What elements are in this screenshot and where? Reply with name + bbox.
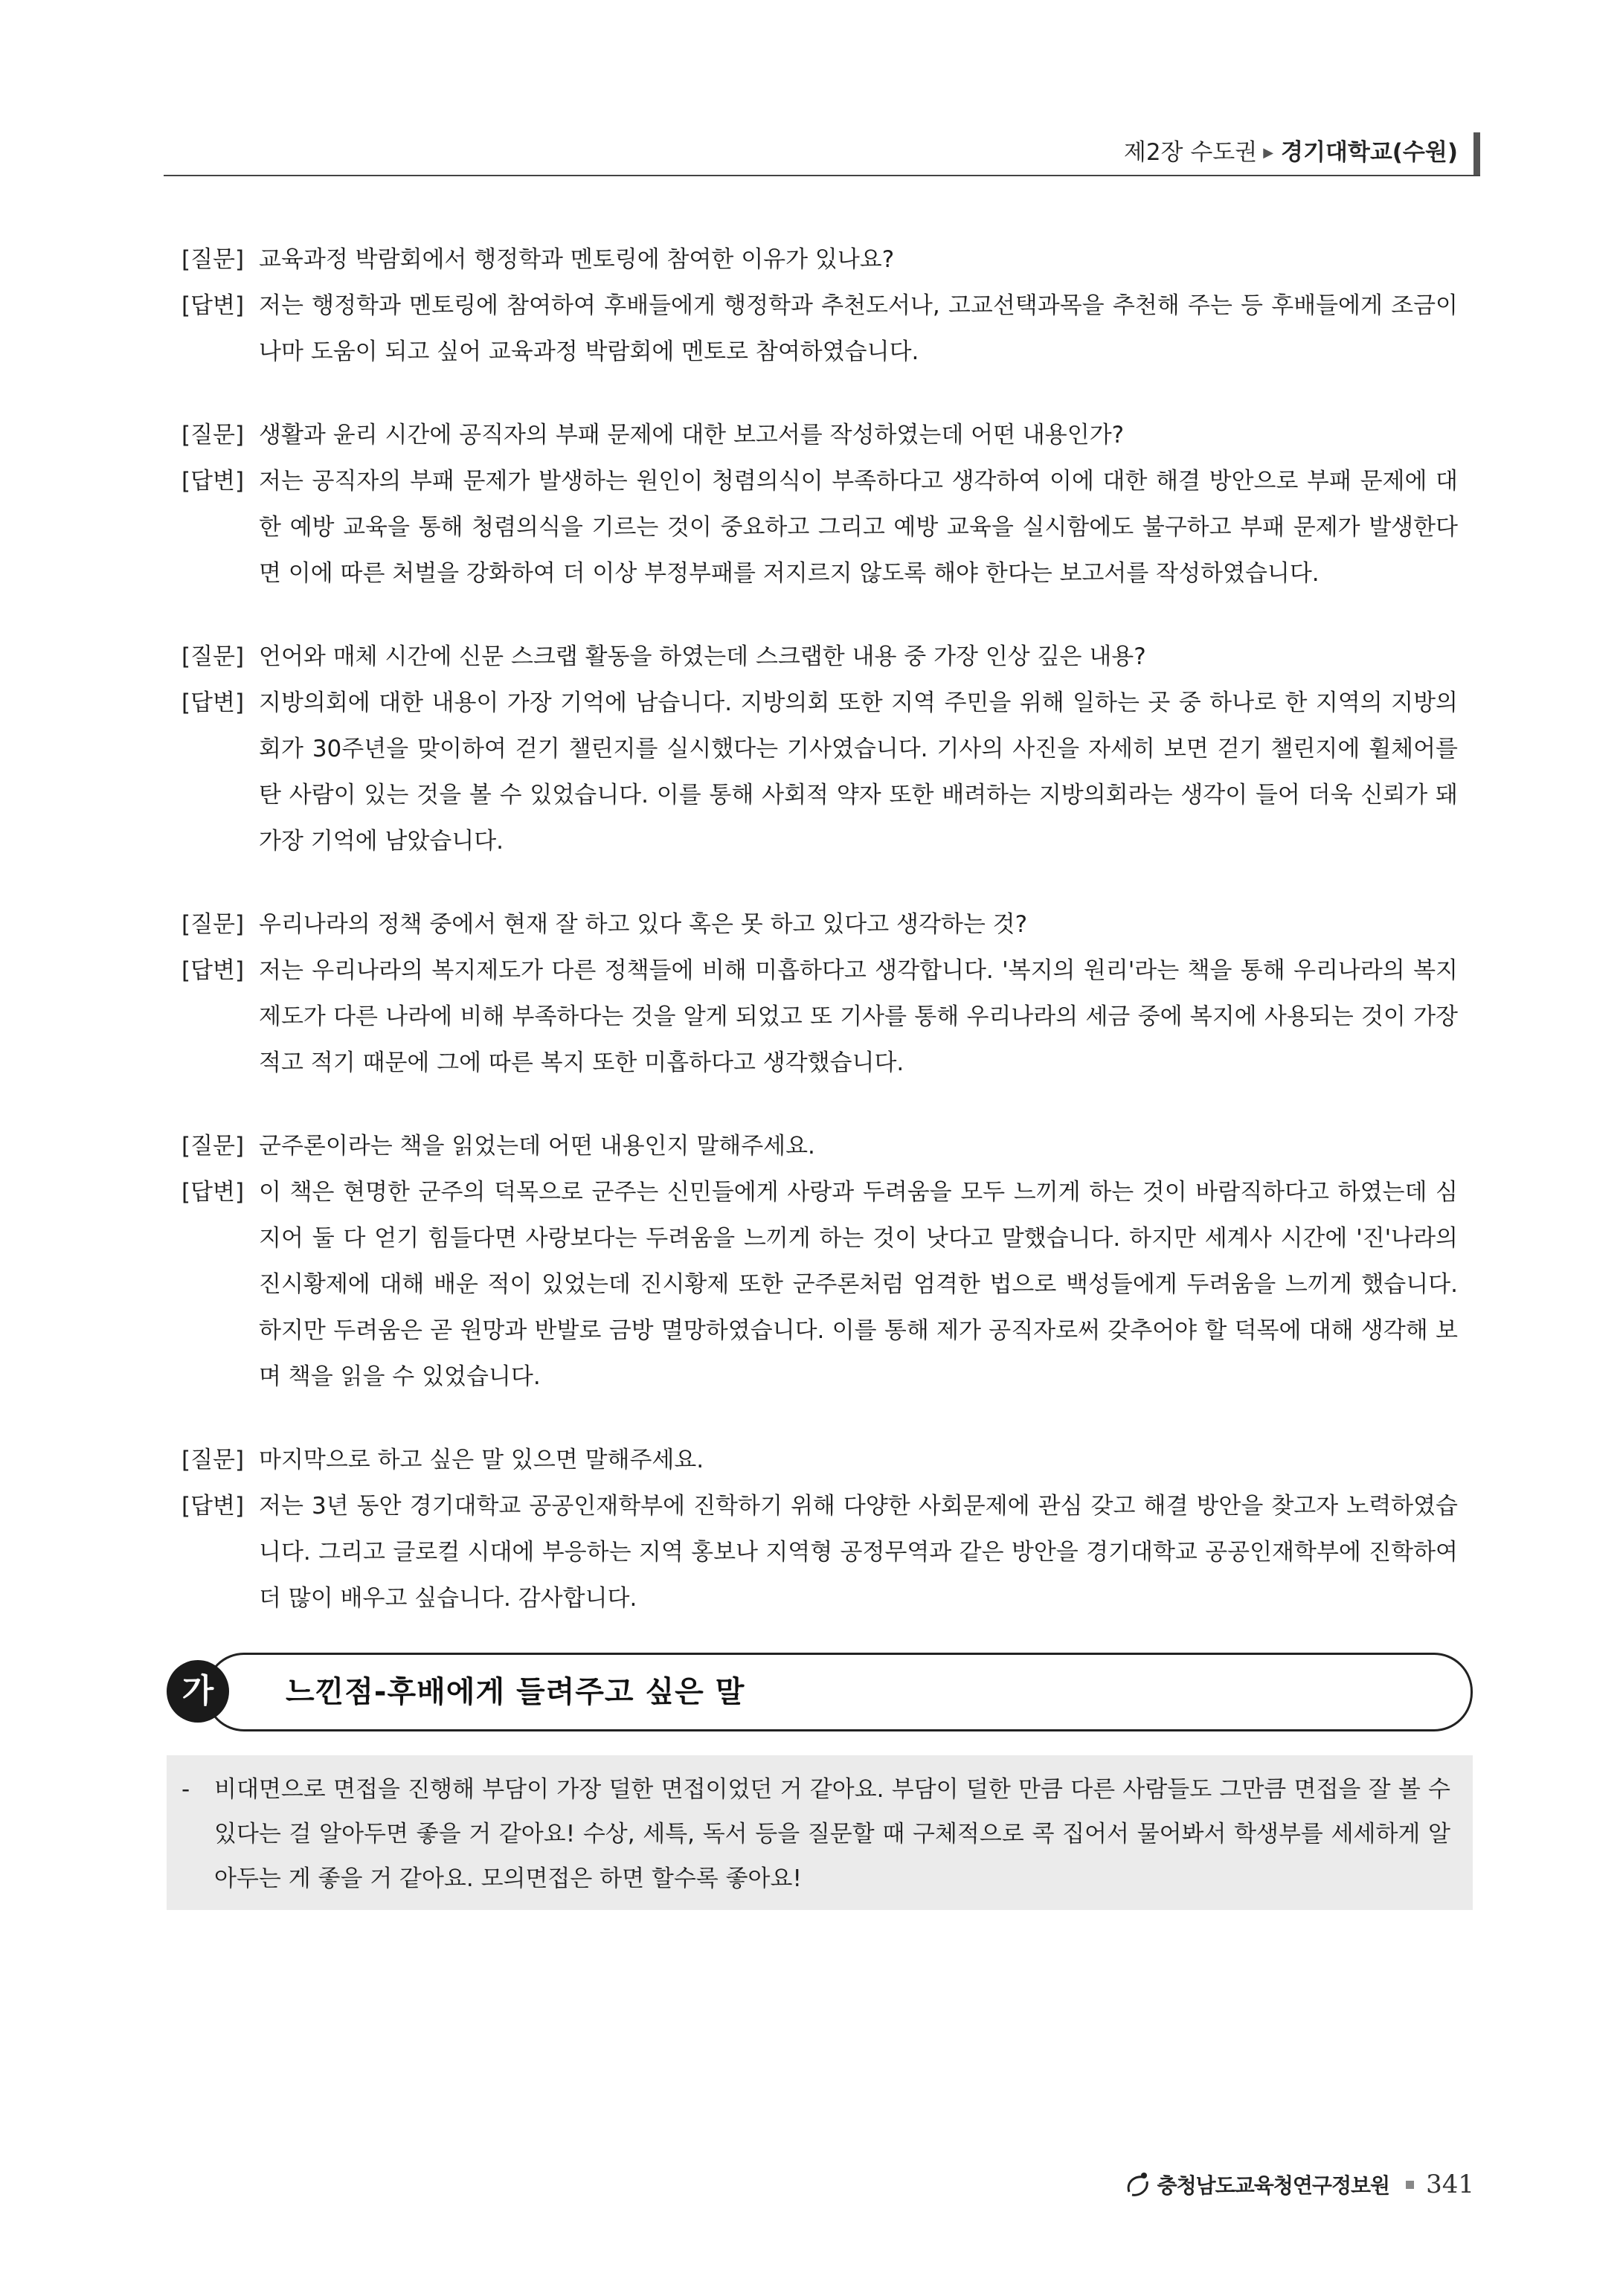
question-tag: [질문] [181, 643, 245, 670]
advice-text: 비대면으로 면접을 진행해 부담이 가장 덜한 면접이었던 거 같아요. 부담이 덜한 만큼 다른 사람들도 그만큼 면접을 잘 볼 수 있다는 걸 알아두면 좋을 거 같아요! 수상, 세특, 독서 등을 질문할 때 구체적으로 콕 집어서 물어봐서 학생부를 세세하게 알아두는 게 좋을 거 같아요. 모의면접은 하면 할수록 좋아요! [214, 1776, 1450, 1892]
question-row [181, 901, 1458, 948]
footer-organization: 충청남도교육청연구정보원 [1157, 2173, 1390, 2198]
qa-item [181, 634, 1458, 864]
answer-tag: [답변] [181, 957, 245, 984]
question-text: 우리나라의 정책 중에서 현재 잘 하고 있다 혹은 못 하고 있다고 생각하는 것? [259, 911, 1028, 938]
answer-text: 이 책은 현명한 군주의 덕목으로 군주는 신민들에게 사랑과 두려움을 모두 느끼게 하는 것이 바람직하다고 하였는데 심지어 둘 다 얻기 힘들다면 사랑보다는 두려움을 느끼게 하는 것이 낫다고 말했습니다. 하지만 세계사 시간에 '진'나라의 진시황제에 대해 배운 적이 있었는데 진시황제 또한 군주론처럼 엄격한 법으로 백성들에게 두려움을 느끼게 했습니다. 하지만 두려움은 곧 원망과 반발로 금방 멸망하였습니다. 이를 통해 제가 공직자로써 갖추어야 할 덕목에 대해 생각해 보며 책을 읽을 수 있었습니다. [259, 1179, 1458, 1390]
answer-row [181, 458, 1458, 596]
interview-qa-list [181, 237, 1458, 1659]
question-text: 생활과 윤리 시간에 공직자의 부패 문제에 대한 보고서를 작성하였는데 어떤 내용인가? [259, 422, 1125, 448]
answer-row [181, 680, 1458, 864]
question-row [181, 412, 1458, 458]
advice-row [181, 1767, 1450, 1901]
answer-text: 저는 행정학과 멘토링에 참여하여 후배들에게 행정학과 추천도서나, 고교선택과목을 추천해 주는 등 후배들에게 조금이나마 도움이 되고 싶어 교육과정 박람회에 멘토로 참여하였습니다. [259, 292, 1458, 365]
answer-tag: [답변] [181, 1179, 245, 1206]
qa-item [181, 901, 1458, 1086]
answer-text: 지방의회에 대한 내용이 가장 기억에 남습니다. 지방의회 또한 지역 주민을 위해 일하는 곳 중 하나로 한 지역의 지방의회가 30주년을 맞이하여 걷기 챌린지를 실시했다는 기사였습니다. 기사의 사진을 자세히 보면 걷기 챌린지에 휠체어를 탄 사람이 있는 것을 볼 수 있었습니다. 이를 통해 사회적 약자 또한 배려하는 지방의회라는 생각이 들어 더욱 신뢰가 돼 가장 기억에 남았습니다. [259, 689, 1458, 855]
question-tag: [질문] [181, 246, 245, 273]
education-institute-logo-icon [1123, 2170, 1153, 2199]
qa-item [181, 1437, 1458, 1621]
answer-tag: [답변] [181, 292, 245, 319]
qa-item [181, 412, 1458, 596]
answer-row [181, 1169, 1458, 1400]
qa-item [181, 237, 1458, 375]
question-row [181, 1437, 1458, 1483]
header-chapter: 제2장 수도권 [1123, 139, 1258, 166]
question-text: 교육과정 박람회에서 행정학과 멘토링에 참여한 이유가 있나요? [259, 246, 895, 273]
question-tag: [질문] [181, 422, 245, 448]
question-text: 군주론이라는 책을 읽었는데 어떤 내용인지 말해주세요. [259, 1133, 815, 1160]
header-arrow-icon: ▶ [1263, 145, 1274, 161]
question-row [181, 237, 1458, 283]
page-number: 341 [1426, 2170, 1474, 2199]
answer-row [181, 1483, 1458, 1621]
answer-tag: [답변] [181, 468, 245, 495]
header-rule [164, 175, 1480, 176]
section-title: 느낀점-후배에게 들려주고 싶은 말 [286, 1675, 745, 1709]
answer-text: 저는 3년 동안 경기대학교 공공인재학부에 진학하기 위해 다양한 사회문제에 관심 갖고 해결 방안을 찾고자 노력하였습니다. 그리고 글로컬 시대에 부응하는 지역 홍보나 지역형 공정무역과 같은 방안을 경기대학교 공공인재학부에 진학하여 더 많이 배우고 싶습니다. 감사합니다. [259, 1493, 1458, 1612]
running-header [164, 132, 1480, 177]
qa-item [181, 1123, 1458, 1400]
footer-square-icon [1406, 2181, 1414, 2189]
answer-row [181, 283, 1458, 375]
section-badge: 가 [167, 1660, 229, 1723]
header-bar [1473, 132, 1480, 176]
page-footer [1123, 2166, 1474, 2203]
answer-text: 저는 우리나라의 복지제도가 다른 정책들에 비해 미흡하다고 생각합니다. '복지의 원리'라는 책을 통해 우리나라의 복지 제도가 다른 나라에 비해 부족하다는 것을 알게 되었고 또 기사를 통해 우리나라의 세금 중에 복지에 사용되는 것이 가장 적고 적기 때문에 그에 따른 복지 또한 미흡하다고 생각했습니다. [259, 957, 1459, 1076]
section-heading [167, 1653, 1473, 1730]
header-title [1124, 132, 1458, 173]
advice-box [167, 1755, 1473, 1910]
question-row [181, 1123, 1458, 1169]
question-tag: [질문] [181, 911, 245, 938]
question-tag: [질문] [181, 1447, 245, 1473]
answer-tag: [답변] [181, 1493, 245, 1520]
header-school: 경기대학교(수원) [1281, 139, 1458, 166]
question-text: 언어와 매체 시간에 신문 스크랩 활동을 하였는데 스크랩한 내용 중 가장 인상 깊은 내용? [259, 643, 1146, 670]
question-row [181, 634, 1458, 680]
answer-row [181, 948, 1458, 1086]
answer-tag: [답변] [181, 689, 245, 716]
answer-text: 저는 공직자의 부패 문제가 발생하는 원인이 청렴의식이 부족하다고 생각하여 이에 대한 해결 방안으로 부패 문제에 대한 예방 교육을 통해 청렴의식을 기르는 것이 중요하고 그리고 예방 교육을 실시함에도 불구하고 부패 문제가 발생한다면 이에 따른 처벌을 강화하여 더 이상 부정부패를 저지르지 않도록 해야 한다는 보고서를 작성하였습니다. [259, 468, 1458, 587]
question-tag: [질문] [181, 1133, 245, 1160]
advice-dash: - [181, 1776, 190, 1803]
question-text: 마지막으로 하고 싶은 말 있으면 말해주세요. [259, 1447, 704, 1473]
